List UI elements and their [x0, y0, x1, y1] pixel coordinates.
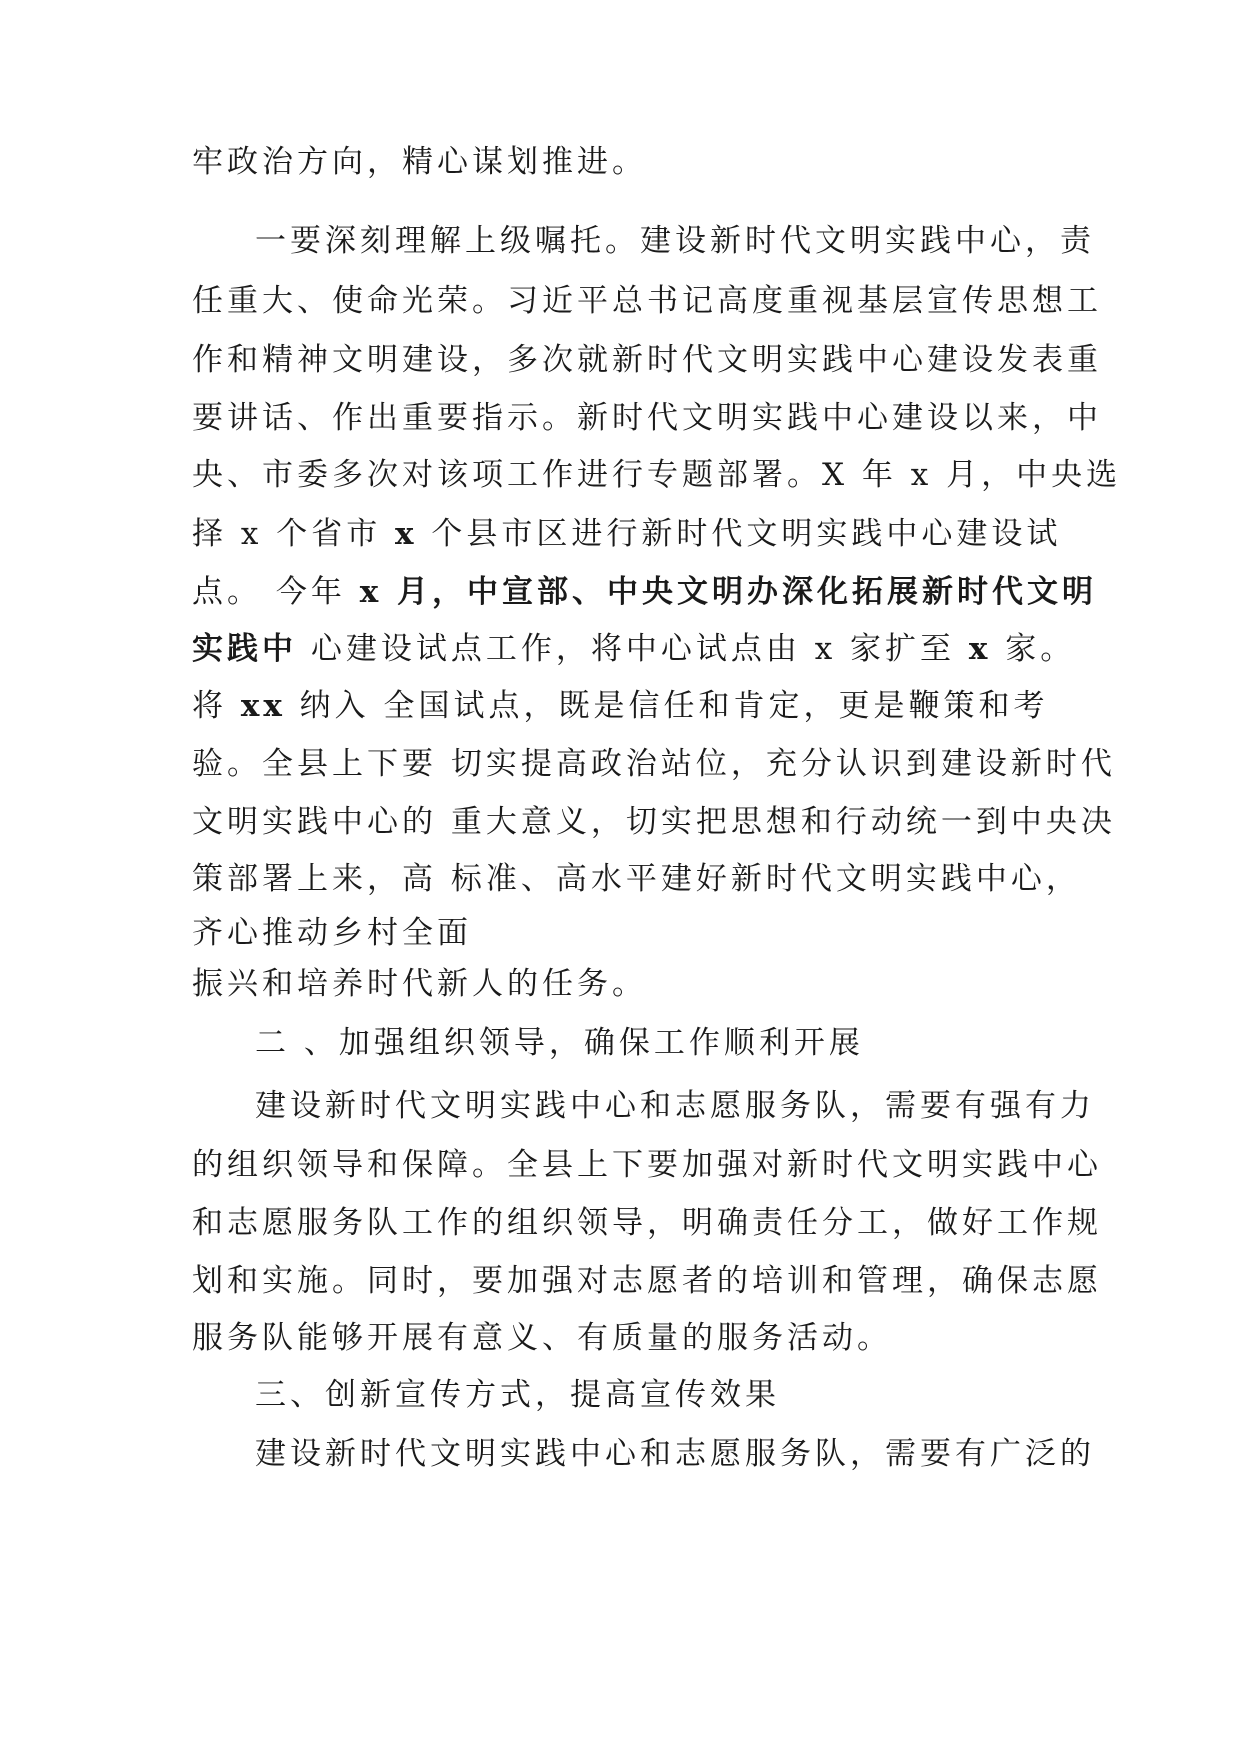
paragraph-line: 任重大、使命光荣。习近平总书记高度重视基层宣传思想工	[192, 283, 1102, 319]
text-run-bold: x	[968, 631, 992, 667]
paragraph-line: 文明实践中心的 重大意义，切实把思想和行动统一到中央决	[192, 804, 1116, 840]
section-heading: 二 、加强组织领导，确保工作顺利开展	[255, 1025, 864, 1061]
paragraph-line: 牢政治方向，精心谋划推进。	[192, 144, 647, 180]
paragraph-line: 一要深刻理解上级嘱托。建设新时代文明实践中心，责	[255, 223, 1095, 259]
paragraph-line: 和志愿服务队工作的组织领导，明确责任分工，做好工作规	[192, 1205, 1102, 1241]
paragraph-line	[192, 514, 1061, 554]
text-run: 心建设试点工作，将中心试点由 x 家扩至	[297, 631, 969, 667]
text-run: 点。 今年	[192, 574, 360, 610]
paragraph-line: 建设新时代文明实践中心和志愿服务队，需要有强有力	[255, 1088, 1095, 1124]
text-run: 个县市区进行新时代文明实践中心建设试	[417, 516, 1062, 552]
text-run-bold: 实践中	[192, 631, 297, 667]
paragraph-line: 划和实施。同时，要加强对志愿者的培训和管理，确保志愿	[192, 1263, 1102, 1299]
paragraph-line: 服务队能够开展有意义、有质量的服务活动。	[192, 1320, 892, 1356]
text-run-bold: x 月，中宣部、中央文明办深化拓展新时代文明	[359, 574, 1097, 610]
paragraph-line: 验。全县上下要 切实提高政治站位，充分认识到建设新时代	[192, 746, 1116, 782]
paragraph-line	[192, 629, 1075, 669]
text-run: 将	[192, 688, 241, 724]
paragraph-line: 建设新时代文明实践中心和志愿服务队，需要有广泛的	[255, 1436, 1095, 1472]
section-heading: 三、创新宣传方式，提高宣传效果	[255, 1377, 780, 1413]
text-run-bold: xx	[240, 688, 286, 724]
text-run: 家。	[991, 631, 1076, 667]
text-run-bold: x	[395, 516, 418, 552]
paragraph-line: 的组织领导和保障。全县上下要加强对新时代文明实践中心	[192, 1147, 1102, 1183]
paragraph-line	[192, 572, 1097, 612]
paragraph-line: 振兴和培养时代新人的任务。	[192, 966, 647, 1002]
paragraph-line: 策部署上来，高 标准、高水平建好新时代文明实践中心，	[192, 861, 1081, 897]
text-run: 择 x 个省市	[192, 516, 396, 552]
paragraph-line: 齐心推动乡村全面	[192, 915, 472, 951]
paragraph-line: 要讲话、作出重要指示。新时代文明实践中心建设以来，中	[192, 400, 1102, 436]
paragraph-line: 作和精神文明建设，多次就新时代文明实践中心建设发表重	[192, 342, 1102, 378]
paragraph-line	[192, 686, 1049, 726]
paragraph-line: 央、市委多次对该项工作进行专题部署。X 年 x 月，中央选	[192, 457, 1122, 493]
text-run: 纳入 全国试点，既是信任和肯定，更是鞭策和考	[285, 688, 1049, 724]
